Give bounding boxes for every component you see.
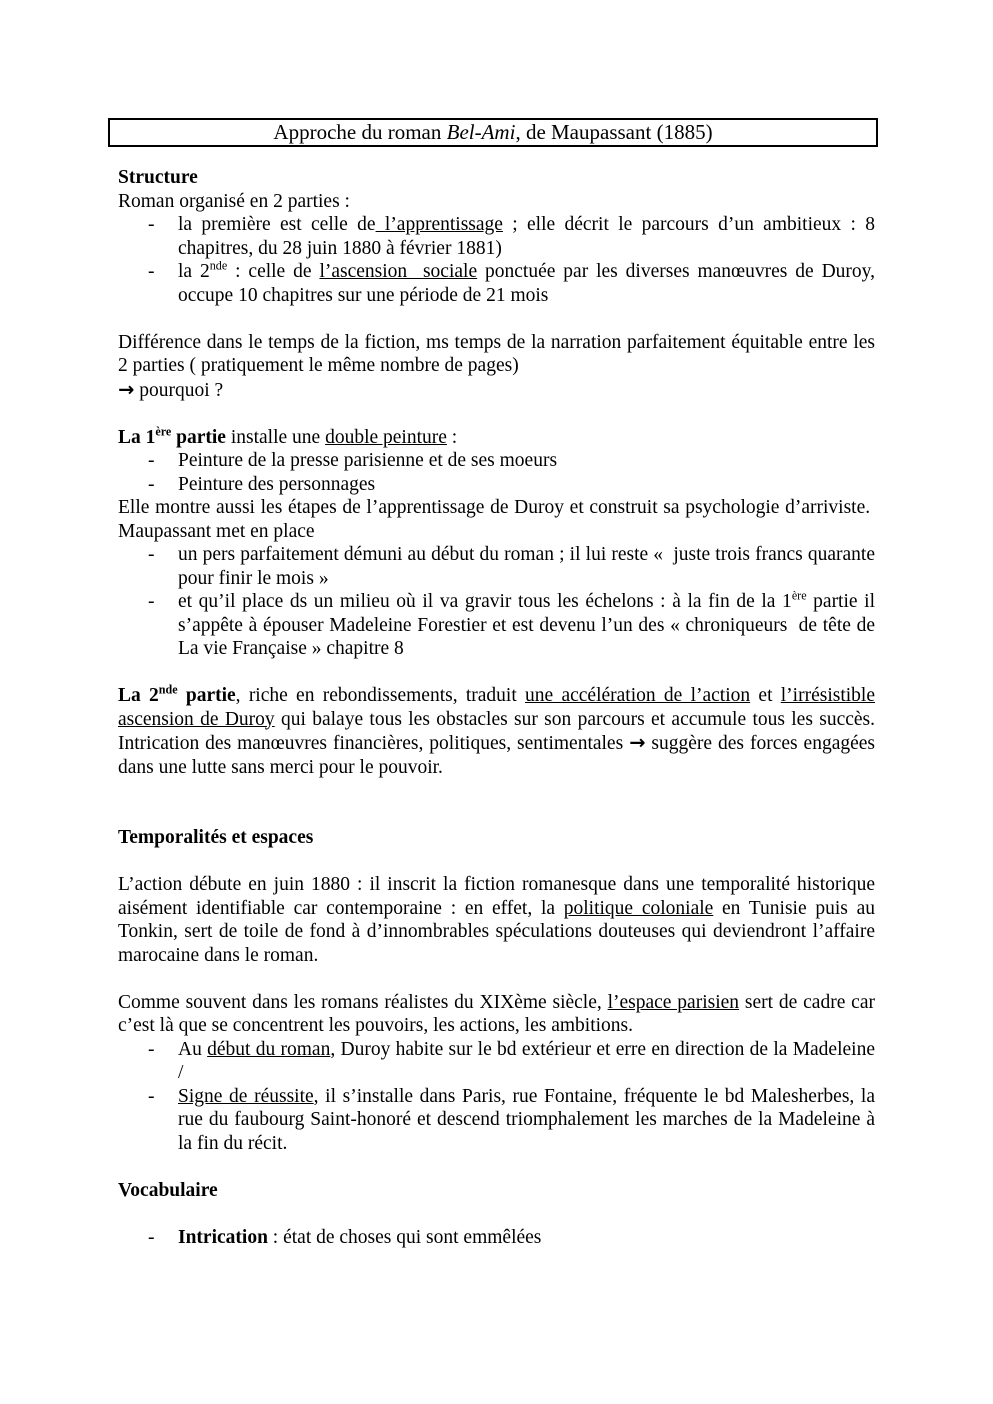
text-run: Peinture des personnages [178,473,376,495]
text-run: Au [178,1038,208,1060]
text-run: ère [155,424,172,438]
list-item [118,1038,875,1085]
dash-list [118,1038,875,1156]
text-run: Différence dans le temps de la fiction, ms temps de la narration parfaitement équitable entre les 2 parties ( pratiquement le même nombre de pages) [118,331,875,376]
text-run: un pers parfaitement démuni au début du roman ; il lui reste « juste trois francs quarante pour finir le mois » [178,544,875,589]
text-run: sert de cadre car c’est là que se concentrent les pouvoirs, les actions, les ambitions. [118,991,875,1036]
text-run: Vocabulaire [118,1179,218,1201]
text-run: installe une [225,426,326,448]
list-item [118,213,875,260]
dash-bullet: - [148,214,155,235]
text-run: La 1 [118,426,156,448]
document-title [273,120,712,144]
text-run: partie [171,426,226,448]
text-run: l’espace parisien [607,991,740,1013]
text-run: Intrication [178,1226,268,1248]
arrow-icon: → [629,731,646,754]
text-run: ; elle décrit le parcours d’un ambitieux : 8 chapitres, du 28 juin 1880 à février 1881) [178,214,875,259]
text-run: et qu’il place ds un milieu où il va gravir tous les échelons : à la fin de la 1 [178,591,792,612]
paragraph [118,684,875,779]
blank-line [118,307,875,331]
text-run: Signe de réussite [178,1085,314,1107]
text-run: nde [158,682,178,697]
paragraph [118,190,875,214]
dash-list [118,1226,875,1250]
text-run: , Duroy habite sur le bd extérieur et erre en direction de la Madeleine / [178,1038,875,1083]
text-run: Structure [118,167,198,188]
text-run: Temporalités et espaces [118,827,314,848]
blank-line [118,1202,875,1226]
blank-line [118,803,875,827]
paragraph [118,496,875,543]
text-run: Approche du roman [273,120,447,144]
arrow-icon: → [118,377,135,401]
text-run: l’irrésistible ascension de Duroy [118,685,875,730]
text-run: en Tunisie puis au Tonkin, sert de toile de fond à d’innombrables spéculations douteuses qui deviendront l’affaire marocaine dans le roman. [118,897,875,966]
dash-bullet: - [148,450,155,471]
list-item [118,1085,875,1156]
text-run: l’ascension sociale [319,261,478,282]
paragraph [118,873,875,967]
text-run: Roman organisé en 2 parties : [118,190,350,212]
paragraph [118,331,875,378]
dash-bullet: - [148,591,155,612]
text-run: ponctuée par les diverses manœuvres de Duroy, occupe 10 chapitres sur une période de 21 mois [178,261,876,306]
list-item [118,449,875,473]
text-run: la 2 [178,261,210,282]
dash-bullet: - [148,1038,155,1060]
text-run: et [750,685,781,706]
text-run: Elle montre aussi les étapes de l’apprentissage de Duroy et construit sa psychologie d’arriviste. Maupassant met en place [118,497,875,542]
text-run: la première est celle de [178,214,376,235]
text-run: L’action débute en juin 1880 : il inscrit la fiction romanesque dans une temporalité historique aisément identifiable car contemporaine : en effet, la [118,874,875,919]
text-run: , riche en rebondissements, traduit [235,685,526,706]
text-run: , il s’installe dans Paris, rue Fontaine, fréquente le bd Malesherbes, la rue du faubourg Saint-honoré et descend triomphalement les marches de la Madeleine à la fin du récit. [178,1085,876,1154]
text-run: une accélération de l’action [525,685,751,706]
list-item [118,473,875,497]
blank-line [118,967,875,991]
text-run: Comme souvent dans les romans réalistes du XIXème siècle, [118,991,608,1013]
dash-list [118,213,875,307]
document-title-box [108,118,878,147]
text-run: double peinture [325,426,447,448]
text-run: : celle de [227,261,320,282]
blank-line [118,779,875,803]
document-body [118,166,875,1249]
blank-line [118,850,875,874]
paragraph [118,991,875,1038]
text-run: : [446,426,458,448]
text-run: Peinture de la presse parisienne et de ses moeurs [178,450,558,471]
text-run: La 2 [118,685,159,706]
dash-bullet: - [148,261,155,282]
dash-list [118,543,875,661]
dash-bullet: - [148,1226,155,1248]
dash-bullet: - [148,544,155,565]
blank-line [118,661,875,685]
blank-line [118,402,875,426]
list-item [118,543,875,590]
paragraph [118,426,875,450]
text-run: suggère des forces engagées dans une lutte sans merci pour le pouvoir. [118,733,876,778]
section-heading [118,1179,875,1203]
text-run: ère [791,588,807,603]
text-run: nde [209,258,228,273]
text-run: : état de choses qui sont emmêlées [267,1226,542,1248]
list-item [118,260,875,307]
blank-line [118,1155,875,1179]
text-run: l’apprentissage [375,214,503,235]
section-heading [118,826,875,850]
text-run: , de Maupassant (1885) [515,120,713,144]
text-run: partie il s’appête à épouser Madeleine Forestier et est devenu l’un des « chroniqueurs de tête de La vie Française » chapitre 8 [178,591,875,659]
text-run: début du roman [207,1038,331,1060]
section-heading [118,166,875,190]
text-run: Bel-Ami [446,120,516,144]
dash-bullet: - [148,473,155,495]
list-item [118,1226,875,1250]
paragraph [118,378,875,403]
text-run: partie [177,685,236,706]
dash-bullet: - [148,1085,155,1107]
dash-list [118,449,875,496]
list-item [118,590,875,661]
text-run: qui balaye tous les obstacles sur son parcours et accumule tous les succès. Intrication des manœuvres financières, politiques, sentimentales [118,708,876,754]
text-run: pourquoi ? [134,379,224,401]
text-run: politique coloniale [563,897,714,919]
